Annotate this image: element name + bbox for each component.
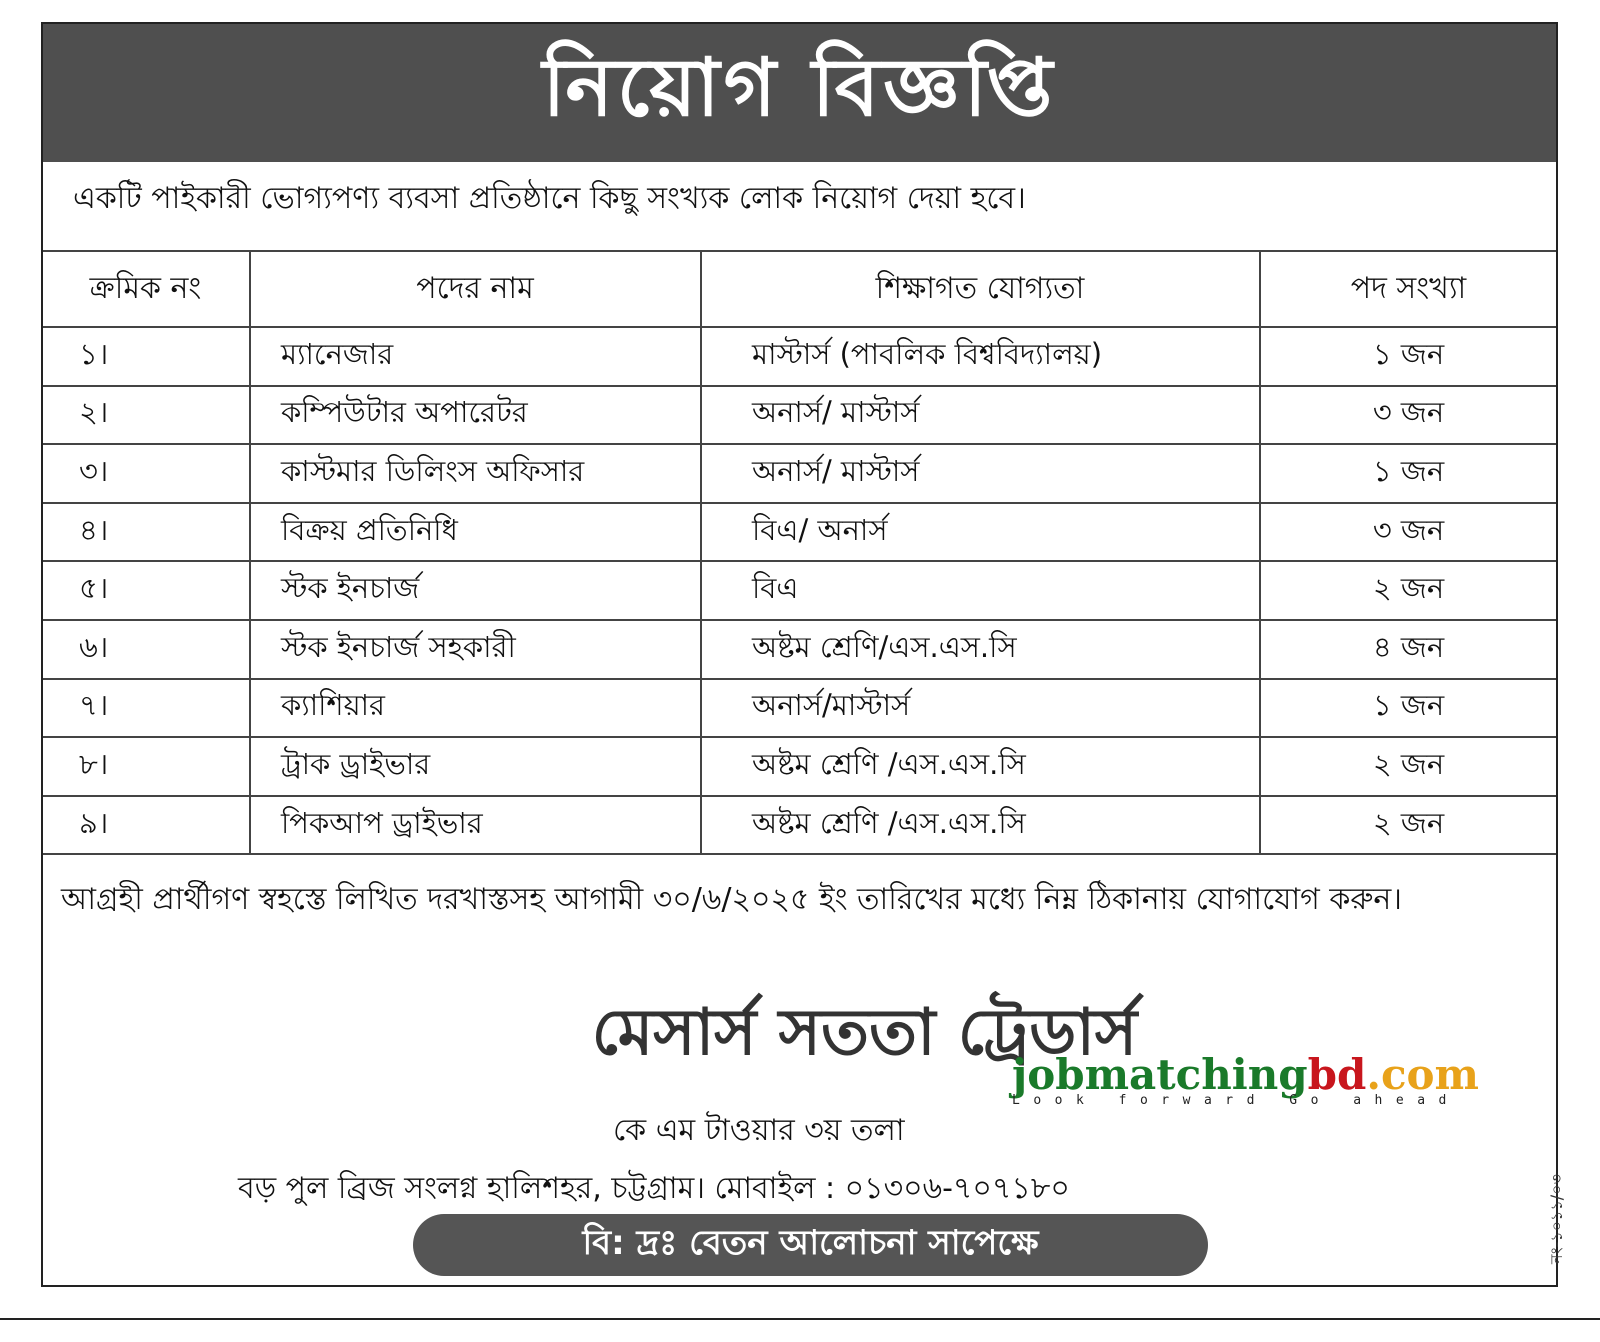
watermark-tagline: Look forward Go ahead [1012,1093,1460,1108]
table-row [43,620,1556,679]
row-post-count: ৩ জন [1260,503,1556,562]
header-qualification: শিক্ষাগত যোগ্যতা [701,251,1260,327]
row-serial: ৮। [43,737,250,796]
row-serial: ৭। [43,679,250,738]
row-post-name: কাস্টমার ডিলিংস অফিসার [250,444,701,503]
row-post-count: ৪ জন [1260,620,1556,679]
address-line-1: কে এম টাওয়ার ৩য় তলা [613,1113,905,1148]
table-row [43,444,1556,503]
row-post-count: ১ জন [1260,327,1556,386]
row-serial: ৪। [43,503,250,562]
header-banner [43,24,1556,162]
row-qualification: অষ্টম শ্রেণি /এস.এস.সি [701,796,1260,855]
row-post-name: বিক্রয় প্রতিনিধি [250,503,701,562]
table-row [43,561,1556,620]
row-post-name: কম্পিউটার অপারেটর [250,386,701,445]
row-post-count: ১ জন [1260,444,1556,503]
watermark-part-3: .com [1366,1050,1479,1099]
row-serial: ৯। [43,796,250,855]
watermark-part-2: bd [1307,1050,1367,1099]
header-serial: ক্রমিক নং [43,251,250,327]
row-serial: ৩। [43,444,250,503]
salary-note: বি: দ্রঃ বেতন আলোচনা সাপেক্ষে [413,1214,1208,1276]
watermark-text [1012,1050,1479,1099]
row-serial: ১। [43,327,250,386]
row-serial: ২। [43,386,250,445]
row-post-name: স্টক ইনচার্জ [250,561,701,620]
header-post-name: পদের নাম [250,251,701,327]
row-serial: ৫। [43,561,250,620]
row-post-name: ট্রাক ড্রাইভার [250,737,701,796]
reference-code: নং-১০১১/০৩ [1547,1174,1566,1264]
intro-text: একটি পাইকারী ভোগ্যপণ্য ব্যবসা প্রতিষ্ঠানে কিছু সংখ্যক লোক নিয়োগ দেয়া হবে। [73,181,1026,216]
table-row [43,386,1556,445]
row-qualification: অষ্টম শ্রেণি/এস.এস.সি [701,620,1260,679]
row-post-count: ২ জন [1260,561,1556,620]
row-post-name: স্টক ইনচার্জ সহকারী [250,620,701,679]
row-post-count: ৩ জন [1260,386,1556,445]
table-header-row [43,251,1556,327]
table-row [43,679,1556,738]
row-post-count: ২ জন [1260,796,1556,855]
row-qualification: অনার্স/মাস্টার্স [701,679,1260,738]
row-post-count: ১ জন [1260,679,1556,738]
row-post-name: ম্যানেজার [250,327,701,386]
row-qualification: মাস্টার্স (পাবলিক বিশ্ববিদ্যালয়) [701,327,1260,386]
company-name: মেসার্স সততা ট্রেডার্স [591,996,1138,1070]
row-qualification: অষ্টম শ্রেণি /এস.এস.সি [701,737,1260,796]
watermark-part-1: jobmatching [1012,1050,1308,1099]
apply-instructions: আগ্রহী প্রার্থীগণ স্বহস্তে লিখিত দরখাস্তসহ আগামী ৩০/৬/২০২৫ ইং তারিখের মধ্যে নিম্ন ঠিকানায় যোগাযোগ করুন। [61,882,1402,917]
address-line-2: বড় পুল ব্রিজ সংলগ্ন হালিশহর, চট্টগ্রাম। মোবাইল : ০১৩০৬-৭০৭১৮০ [238,1171,1070,1206]
table-row [43,503,1556,562]
row-post-name: পিকআপ ড্রাইভার [250,796,701,855]
row-qualification: অনার্স/ মাস্টার্স [701,386,1260,445]
row-qualification: বিএ/ অনার্স [701,503,1260,562]
row-post-count: ২ জন [1260,737,1556,796]
divider [0,1318,1600,1320]
header-post-count: পদ সংখ্যা [1260,251,1556,327]
page-title: নিয়োগ বিজ্ঞপ্তি [542,41,1057,134]
row-qualification: অনার্স/ মাস্টার্স [701,444,1260,503]
row-post-name: ক্যাশিয়ার [250,679,701,738]
table-row [43,737,1556,796]
table-row [43,327,1556,386]
row-qualification: বিএ [701,561,1260,620]
vacancy-table [43,250,1556,855]
row-serial: ৬। [43,620,250,679]
table-row [43,796,1556,855]
watermark-logo [1012,1050,1479,1108]
